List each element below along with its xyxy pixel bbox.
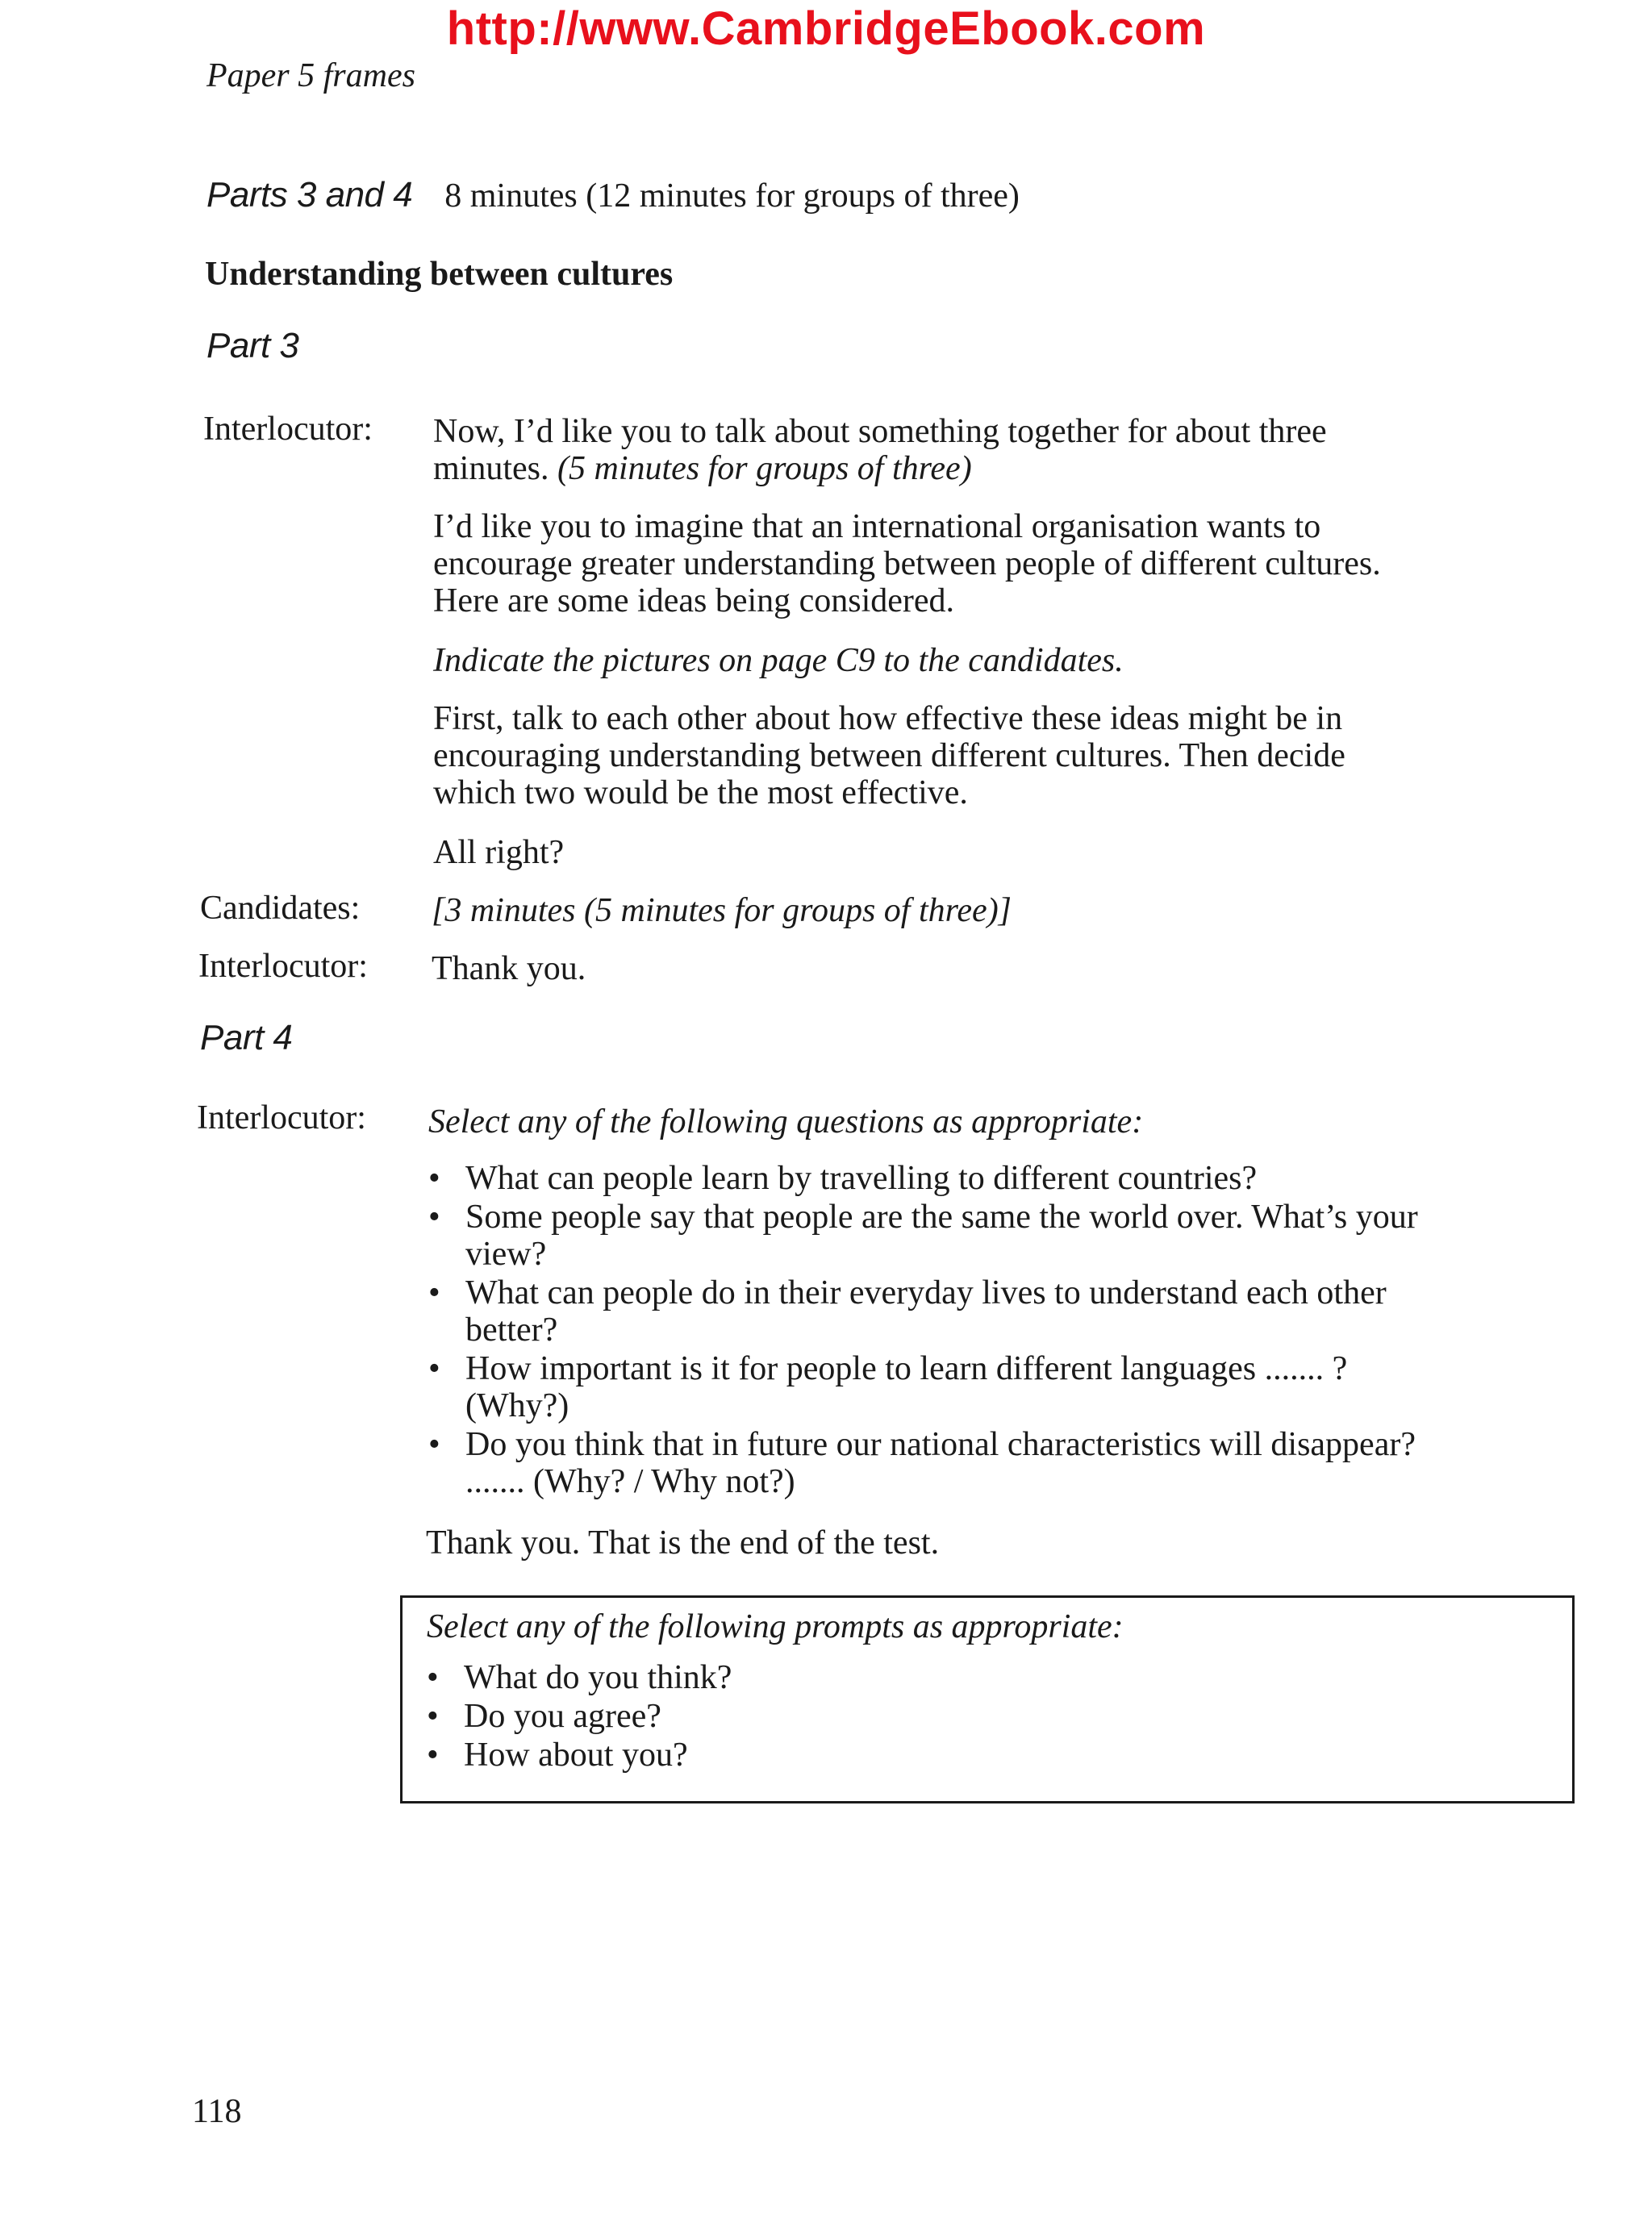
question-text: What can people learn by travelling to different countries? (465, 1160, 1258, 1197)
question-text: What can people do in their everyday lives to understand each other better? (465, 1274, 1387, 1349)
part4-interlocutor-label: Interlocutor: (197, 1099, 366, 1136)
list-item (427, 1659, 732, 1696)
list-item (428, 1426, 1420, 1500)
list-item (427, 1698, 732, 1735)
bullet-icon: • (428, 1274, 440, 1311)
part4-heading: Part 4 (200, 1018, 293, 1057)
running-head: Paper 5 frames (206, 57, 415, 94)
bullet-icon: • (428, 1426, 440, 1463)
section-heading (206, 174, 1020, 215)
bullet-icon: • (427, 1698, 439, 1735)
part3-p1-italic: (5 minutes for groups of three) (557, 450, 972, 487)
list-item (427, 1737, 732, 1774)
watermark-url: http://www.CambridgeEbook.com (446, 2, 1206, 55)
part3-interlocutor-label-2: Interlocutor: (198, 948, 368, 985)
bullet-icon: • (428, 1199, 440, 1236)
part3-thanks: Thank you. (432, 950, 586, 987)
part3-candidates-label: Candidates: (200, 890, 361, 927)
bullet-icon: • (428, 1350, 440, 1387)
bullet-icon: • (428, 1160, 440, 1197)
prompt-text: How about you? (464, 1737, 688, 1774)
part4-instruction: Select any of the following questions as appropriate: (428, 1103, 1144, 1140)
question-text: Do you think that in future our national characteristics will disappear? ....... (Why? / Why not?) (465, 1426, 1416, 1500)
list-item (428, 1160, 1420, 1197)
section-timing: 8 minutes (12 minutes for groups of three) (444, 177, 1020, 215)
part4-closing: Thank you. That is the end of the test. (426, 1524, 940, 1562)
prompt-text: What do you think? (464, 1659, 732, 1696)
part3-candidates-text: [3 minutes (5 minutes for groups of three)] (432, 892, 1012, 929)
question-text: Some people say that people are the same the world over. What’s your view? (465, 1199, 1418, 1273)
part3-interlocutor-label: Interlocutor: (203, 411, 373, 448)
list-item (428, 1199, 1420, 1273)
part3-paragraph-1 (433, 413, 1433, 487)
part3-paragraph-3: Indicate the pictures on page C9 to the candidates. (433, 642, 1124, 679)
question-text: How important is it for people to learn different languages ....... ? (Why?) (465, 1350, 1348, 1424)
list-item (428, 1350, 1420, 1424)
bullet-icon: • (427, 1737, 439, 1774)
part3-heading: Part 3 (206, 326, 299, 365)
part3-paragraph-5: All right? (433, 834, 565, 871)
part4-question-list (428, 1160, 1420, 1502)
prompt-text: Do you agree? (464, 1698, 661, 1735)
topic-title: Understanding between cultures (205, 256, 674, 293)
part3-paragraph-4: First, talk to each other about how effective these ideas might be in encouraging understanding between different cultures. Then decide which two would be the most effective. (433, 700, 1345, 811)
prompt-list (427, 1659, 732, 1775)
list-item (428, 1274, 1420, 1349)
prompt-box (400, 1595, 1575, 1803)
part3-p1-main: Now, I’d like you to talk about something together for about three minutes. (433, 413, 1327, 487)
prompt-box-heading: Select any of the following prompts as appropriate: (427, 1608, 1124, 1645)
page-number: 118 (192, 2093, 242, 2130)
part3-paragraph-2: I’d like you to imagine that an international organisation wants to encourage greater understanding between people of different cultures. Here are some ideas being considered. (433, 508, 1381, 619)
section-title: Parts 3 and 4 (206, 175, 413, 215)
bullet-icon: • (427, 1659, 439, 1696)
